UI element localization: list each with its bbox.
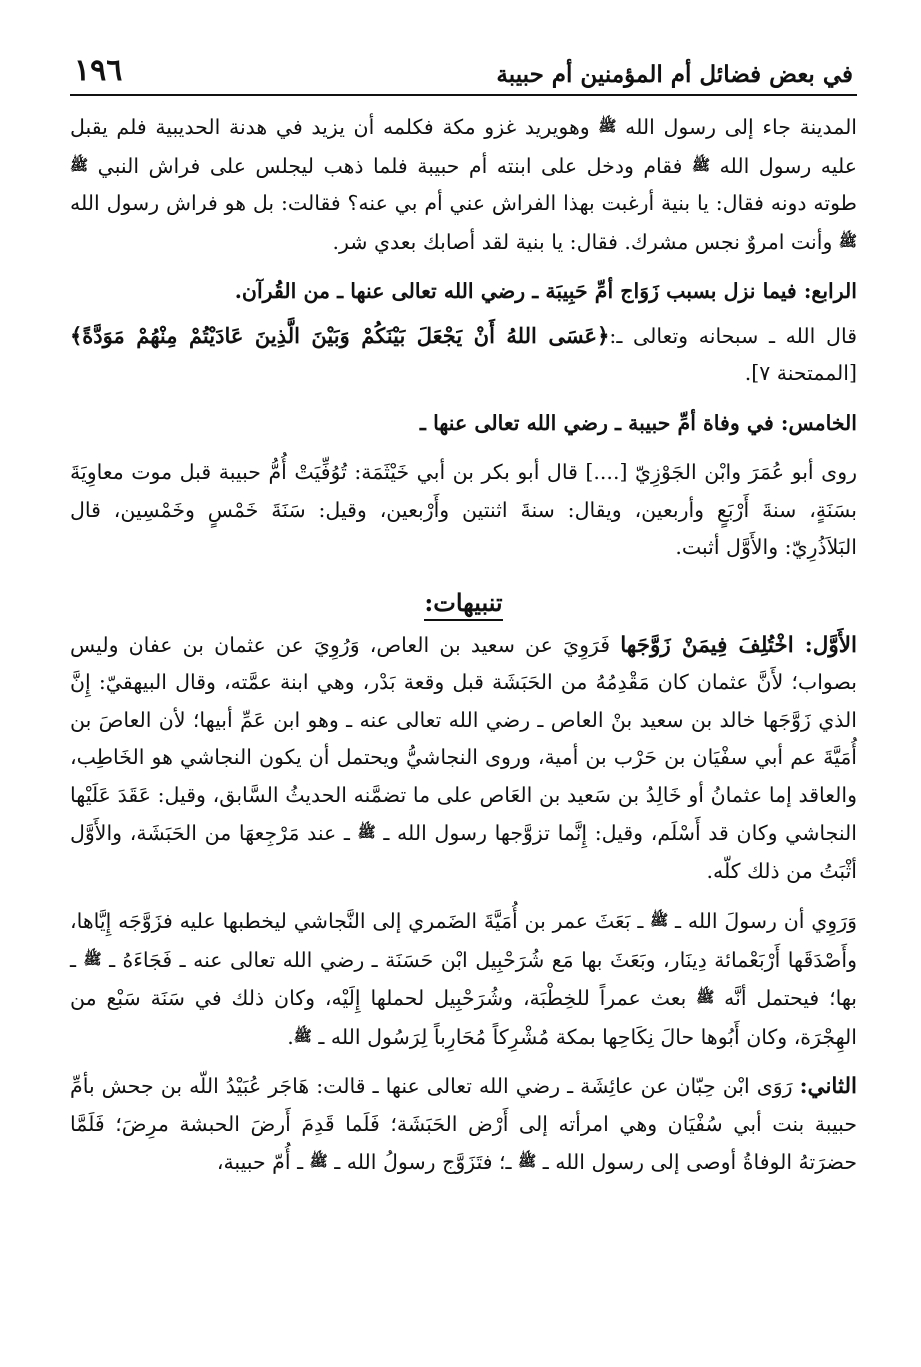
page-content	[70, 108, 857, 1182]
paragraph-second: الثاني: رَوَى ابْن حِبّان عن عائِشَة ـ رضي الله تعالى عنها ـ قالت: هَاجَر عُبَيْدُ اللّه بن جحش بأمِّ حبيبة بنت أبي سُفْيَان وهي امرأته إلى أَرْض الحَبَشَة؛ فَلَما قَدِمَ أَرضَ الحبشة مرِضَ؛ فَلَمَّا حضرَتهُ الوفاةُ أوصى إلى رسول الله ـ ﷺ ـ؛ فتَزَوَّج رسولُ الله ـ ﷺ ـ أُمّ حبيبة،	[70, 1074, 857, 1174]
quran-verse: ﴿عَسَى اللهُ أَنْ يَجْعَلَ بَيْنَكُمْ وَبَيْنَ الَّذِينَ عَادَيْتُمْ مِنْهُمْ مَوَدَّةً﴾	[70, 322, 610, 348]
lead-second: الثاني:	[799, 1074, 857, 1099]
salutation-glyph: ﷺ	[650, 911, 669, 929]
salutation-glyph: ﷺ	[293, 1026, 312, 1045]
salutation-glyph: ﷺ	[598, 117, 617, 135]
running-title: في بعض فضائل أم المؤمنين أم حبيبة	[496, 61, 853, 88]
paragraph-narration: وَرَوِي أن رسولَ الله ـ ﷺ ـ بَعَثَ عمر بن أُمَيَّةَ الضَمري إلى النَّجاشي ليخطبها عليه فزَوَّجَه إِيَّاها، وأَصْدَقَها أَرْبَعْمائة دِينَار، وبَعَثَ بها مَع شُرَحْبِيل ابْن حَسَنَة ـ رضي الله تعالى عنه ـ فَجَاءَهُ ـ ﷺ ـ بها؛ فيحتمل أنَّه ﷺ بعث عمراً للخِطْبَة، وشُرَحْبِيل لحملها إِلَيْه، وكان ذلك في سَنَة سَبْع من الهِجْرَة، وكان أَبُوها حالَ نِكَاحِها بمكة مُشْرِكاً مُحَارِباً لِرَسُول الله ـ ﷺ.	[70, 909, 858, 1049]
salutation-glyph: ﷺ	[696, 988, 715, 1006]
salutation-glyph: ﷺ	[518, 1152, 537, 1170]
paragraph-fifth: روى أبو عُمَرَ وابْن الجَوْزِيّ [....] قال أبو بكر بن أبي خَيْثَمَة: تُوُفِّيَتْ أُمُّ حبيبة قبل موت معاوِيَةَ بسَنَةٍ، سنةَ أَرْبَعٍ وأربعين، ويقال: سنةَ اثنتين وأَرْبعين، وقيل: سَنَةَ خَمْسٍ وخَمْسِين، قال البَلاَذُرِيّ: والأَوَّل أثبت.	[70, 460, 857, 559]
heading-fifth: الخامس: في وفاة أمِّ حبيبة ـ رضي الله تعالى عنها ـ	[419, 410, 857, 435]
section-title: تنبيهات:	[70, 585, 857, 621]
salutation-glyph: ﷺ	[357, 823, 376, 841]
paragraph-first: الأَوَّل: اخْتُلِفَ فِيمَنْ زَوَّجَها فَرَوِيَ عن سعيد بن العاص، وَرُوِيَ عن عثمان بن عفان وليس بصواب؛ لأَنَّ عثمان كان مَقْدِمُهُ من الحَبَشَة قبل وقعة بَدْر، وهي ابنة عمَّته، وقال البيهقيّ: إِنَّ الذي زَوَّجَها خالد بن سعيد بنْ العاص ـ رضي الله تعالى عنه ـ وهو ابن عَمِّ أبيها؛ لأن العاصَ بن أُمَيَّةَ عم أبي سفْيَان بن حَرْب بن أمية، وروى النجاشيُّ ويحتمل أن يكون النجاشي هو الخَاطِب، والعاقد إما عثمانُ أو خَالِدُ بن سَعيد بن العَاص على ما تضمَّنه الحديثُ السَّابق، وقيل: عَقَدَ عَلَيْها النجاشي وكان قد أَسْلَم، وقيل: إِنَّما تزوَّجها رسول الله ـ ﷺ ـ عند مَرْجِعهَا من الحَبَشَة، والأَوَّل أثْبَتُ من ذلك كلّه.	[70, 632, 857, 883]
salutation-glyph: ﷺ	[838, 231, 857, 250]
verse-reference: [الممتحنة ٧].	[744, 361, 857, 385]
paragraph-fourth: قال الله ـ سبحانه وتعالى ـ:﴿عَسَى اللهُ أَنْ يَجْعَلَ بَيْنَكُمْ وَبَيْنَ الَّذِينَ عَادَيْتُمْ مِنْهُمْ مَوَدَّةً﴾ [الممتحنة ٧].	[70, 322, 857, 385]
salutation-glyph: ﷺ	[309, 1152, 328, 1170]
salutation-glyph: ﷺ	[691, 155, 711, 174]
lead-first: الأَوَّل: اخْتُلِفَ فِيمَنْ زَوَّجَها	[620, 632, 857, 658]
salutation-glyph: ﷺ	[70, 155, 89, 174]
paragraph-madina: المدينة جاء إلى رسول الله ﷺ وهويريد غزو مكة فكلمه أن يزيد في هدنة الحديبية فلم يقبل عليه رسول الله ﷺ فقام ودخل على ابنته أم حبيبة فلما ذهب ليجلس على فراش النبي ﷺ طوته دونه فقال: يا بنية أرغبت بهذا الفراش عني أم بي عنه؟ فقالت: بل هو فراش رسول الله ﷺ وأنت امروٌ نجس مشرك. فقال: يا بنية لقد أصابك بعدي شر.	[70, 115, 858, 254]
page-header	[70, 48, 857, 96]
page-number: ١٩٦	[74, 53, 123, 88]
salutation-glyph: ﷺ	[83, 949, 102, 968]
heading-fourth: الرابع: فيما نزل بسبب زَوَاج أمِّ حَبِيبَة ـ رضي الله تعالى عنها ـ من القُرآن.	[234, 279, 857, 303]
